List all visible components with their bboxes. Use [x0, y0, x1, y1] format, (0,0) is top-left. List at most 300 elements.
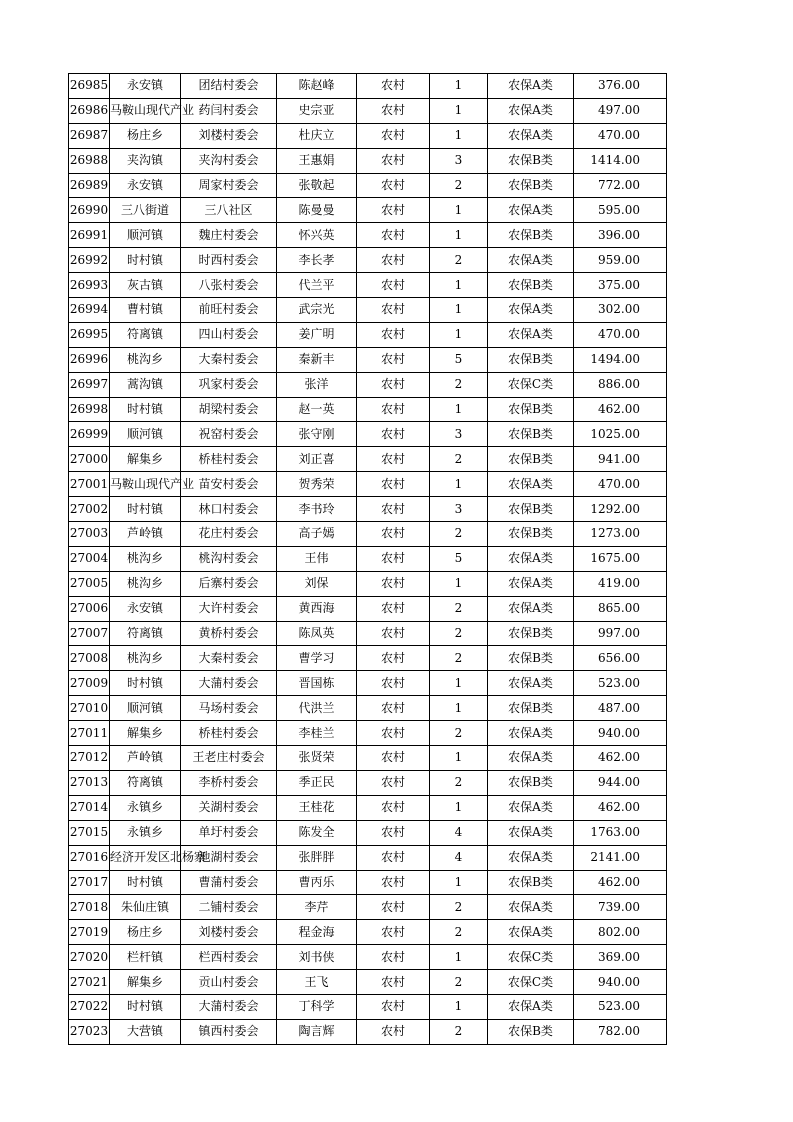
cell-name: 陶言辉	[277, 1019, 357, 1044]
cell-id: 26994	[69, 298, 110, 323]
cell-village: 李桥村委会	[181, 770, 277, 795]
cell-amount: 396.00	[574, 223, 667, 248]
cell-name: 杜庆立	[277, 123, 357, 148]
cell-area: 农村	[357, 74, 430, 99]
cell-id: 27008	[69, 646, 110, 671]
cell-count: 2	[430, 596, 488, 621]
cell-category: 农保A类	[488, 472, 574, 497]
cell-id: 27002	[69, 497, 110, 522]
cell-category: 农保B类	[488, 646, 574, 671]
cell-village: 贡山村委会	[181, 970, 277, 995]
table-row	[69, 546, 667, 571]
cell-id: 27010	[69, 696, 110, 721]
cell-category: 农保A类	[488, 795, 574, 820]
cell-amount: 772.00	[574, 173, 667, 198]
cell-village: 大许村委会	[181, 596, 277, 621]
cell-village: 八张村委会	[181, 273, 277, 298]
cell-name: 曹学习	[277, 646, 357, 671]
cell-area: 农村	[357, 347, 430, 372]
cell-amount: 997.00	[574, 621, 667, 646]
cell-id: 26998	[69, 397, 110, 422]
cell-area: 农村	[357, 646, 430, 671]
cell-name: 程金海	[277, 920, 357, 945]
cell-village: 桥桂村委会	[181, 721, 277, 746]
cell-town: 永安镇	[110, 173, 181, 198]
cell-amount: 1675.00	[574, 546, 667, 571]
cell-area: 农村	[357, 223, 430, 248]
table-row	[69, 945, 667, 970]
table-row	[69, 795, 667, 820]
table-row	[69, 298, 667, 323]
cell-town: 经济开发区北杨寨	[110, 845, 181, 870]
cell-name: 李书玲	[277, 497, 357, 522]
cell-amount: 739.00	[574, 895, 667, 920]
cell-name: 王桂花	[277, 795, 357, 820]
cell-amount: 1273.00	[574, 522, 667, 547]
cell-village: 池湖村委会	[181, 845, 277, 870]
cell-category: 农保B类	[488, 173, 574, 198]
cell-town: 大营镇	[110, 1019, 181, 1044]
cell-town: 芦岭镇	[110, 522, 181, 547]
cell-town: 永安镇	[110, 74, 181, 99]
cell-village: 刘楼村委会	[181, 123, 277, 148]
cell-village: 周家村委会	[181, 173, 277, 198]
table-row	[69, 248, 667, 273]
cell-village: 黄桥村委会	[181, 621, 277, 646]
table-row	[69, 98, 667, 123]
cell-village: 大秦村委会	[181, 646, 277, 671]
cell-village: 魏庄村委会	[181, 223, 277, 248]
cell-id: 27016	[69, 845, 110, 870]
cell-village: 前旺村委会	[181, 298, 277, 323]
cell-category: 农保B类	[488, 223, 574, 248]
cell-category: 农保A类	[488, 994, 574, 1019]
cell-town: 解集乡	[110, 447, 181, 472]
cell-category: 农保C类	[488, 970, 574, 995]
cell-area: 农村	[357, 148, 430, 173]
cell-id: 27019	[69, 920, 110, 945]
cell-area: 农村	[357, 522, 430, 547]
cell-name: 刘保	[277, 571, 357, 596]
cell-count: 1	[430, 696, 488, 721]
cell-amount: 1414.00	[574, 148, 667, 173]
cell-name: 李桂兰	[277, 721, 357, 746]
cell-count: 4	[430, 845, 488, 870]
cell-name: 张敬起	[277, 173, 357, 198]
cell-count: 1	[430, 472, 488, 497]
cell-village: 巩家村委会	[181, 372, 277, 397]
cell-amount: 419.00	[574, 571, 667, 596]
cell-amount: 462.00	[574, 795, 667, 820]
table-row	[69, 671, 667, 696]
cell-town: 夹沟镇	[110, 148, 181, 173]
cell-category: 农保A类	[488, 298, 574, 323]
cell-id: 27018	[69, 895, 110, 920]
cell-name: 贺秀荣	[277, 472, 357, 497]
cell-amount: 2141.00	[574, 845, 667, 870]
cell-count: 2	[430, 920, 488, 945]
cell-amount: 595.00	[574, 198, 667, 223]
cell-village: 夹沟村委会	[181, 148, 277, 173]
cell-count: 2	[430, 895, 488, 920]
cell-id: 27004	[69, 546, 110, 571]
cell-id: 26986	[69, 98, 110, 123]
cell-name: 丁科学	[277, 994, 357, 1019]
cell-category: 农保B类	[488, 347, 574, 372]
cell-area: 农村	[357, 970, 430, 995]
cell-category: 农保B类	[488, 148, 574, 173]
cell-name: 代兰平	[277, 273, 357, 298]
table-row	[69, 397, 667, 422]
table-row	[69, 522, 667, 547]
cell-name: 张洋	[277, 372, 357, 397]
cell-name: 姜广明	[277, 322, 357, 347]
cell-count: 3	[430, 422, 488, 447]
cell-category: 农保A类	[488, 671, 574, 696]
table-row	[69, 198, 667, 223]
cell-count: 1	[430, 671, 488, 696]
cell-amount: 375.00	[574, 273, 667, 298]
cell-area: 农村	[357, 248, 430, 273]
cell-amount: 302.00	[574, 298, 667, 323]
cell-village: 刘楼村委会	[181, 920, 277, 945]
table-row	[69, 994, 667, 1019]
cell-name: 高子嫣	[277, 522, 357, 547]
cell-category: 农保B类	[488, 497, 574, 522]
cell-amount: 1763.00	[574, 820, 667, 845]
cell-town: 时村镇	[110, 248, 181, 273]
cell-category: 农保B类	[488, 1019, 574, 1044]
cell-area: 农村	[357, 173, 430, 198]
cell-town: 桃沟乡	[110, 571, 181, 596]
cell-id: 26990	[69, 198, 110, 223]
cell-name: 张贤荣	[277, 746, 357, 771]
cell-name: 刘书侠	[277, 945, 357, 970]
cell-amount: 462.00	[574, 746, 667, 771]
cell-town: 永镇乡	[110, 795, 181, 820]
cell-count: 5	[430, 347, 488, 372]
cell-name: 赵一英	[277, 397, 357, 422]
cell-count: 2	[430, 770, 488, 795]
cell-area: 农村	[357, 98, 430, 123]
cell-category: 农保A类	[488, 596, 574, 621]
cell-category: 农保C类	[488, 372, 574, 397]
cell-town: 杨庄乡	[110, 123, 181, 148]
table-row	[69, 746, 667, 771]
cell-id: 27014	[69, 795, 110, 820]
cell-area: 农村	[357, 621, 430, 646]
cell-category: 农保B类	[488, 447, 574, 472]
cell-area: 农村	[357, 273, 430, 298]
cell-count: 1	[430, 746, 488, 771]
cell-id: 26991	[69, 223, 110, 248]
cell-area: 农村	[357, 322, 430, 347]
cell-village: 苗安村委会	[181, 472, 277, 497]
cell-area: 农村	[357, 123, 430, 148]
cell-town: 灰古镇	[110, 273, 181, 298]
cell-name: 张胖胖	[277, 845, 357, 870]
cell-category: 农保A类	[488, 845, 574, 870]
cell-count: 1	[430, 123, 488, 148]
table-row	[69, 845, 667, 870]
cell-count: 2	[430, 970, 488, 995]
cell-id: 26993	[69, 273, 110, 298]
cell-area: 农村	[357, 845, 430, 870]
table-row	[69, 621, 667, 646]
table-row	[69, 123, 667, 148]
cell-id: 27005	[69, 571, 110, 596]
cell-name: 王飞	[277, 970, 357, 995]
cell-village: 花庄村委会	[181, 522, 277, 547]
cell-category: 农保A类	[488, 895, 574, 920]
table-row	[69, 372, 667, 397]
cell-area: 农村	[357, 920, 430, 945]
cell-area: 农村	[357, 198, 430, 223]
cell-town: 时村镇	[110, 397, 181, 422]
cell-amount: 802.00	[574, 920, 667, 945]
cell-amount: 523.00	[574, 671, 667, 696]
cell-town: 顺河镇	[110, 223, 181, 248]
cell-count: 1	[430, 74, 488, 99]
cell-area: 农村	[357, 820, 430, 845]
cell-town: 永安镇	[110, 596, 181, 621]
cell-category: 农保A类	[488, 920, 574, 945]
cell-town: 永镇乡	[110, 820, 181, 845]
cell-amount: 470.00	[574, 472, 667, 497]
cell-area: 农村	[357, 1019, 430, 1044]
cell-village: 药闫村委会	[181, 98, 277, 123]
cell-name: 武宗光	[277, 298, 357, 323]
cell-amount: 470.00	[574, 123, 667, 148]
cell-count: 1	[430, 397, 488, 422]
cell-area: 农村	[357, 945, 430, 970]
cell-id: 26985	[69, 74, 110, 99]
cell-count: 3	[430, 148, 488, 173]
cell-village: 桃沟村委会	[181, 546, 277, 571]
cell-amount: 1292.00	[574, 497, 667, 522]
cell-amount: 944.00	[574, 770, 667, 795]
cell-town: 符离镇	[110, 621, 181, 646]
cell-category: 农保B类	[488, 273, 574, 298]
cell-amount: 369.00	[574, 945, 667, 970]
table-row	[69, 571, 667, 596]
table-row	[69, 970, 667, 995]
cell-town: 曹村镇	[110, 298, 181, 323]
cell-area: 农村	[357, 671, 430, 696]
cell-name: 陈凤英	[277, 621, 357, 646]
cell-id: 26999	[69, 422, 110, 447]
cell-count: 2	[430, 621, 488, 646]
cell-town: 杨庄乡	[110, 920, 181, 945]
cell-category: 农保B类	[488, 422, 574, 447]
cell-category: 农保B类	[488, 870, 574, 895]
cell-category: 农保C类	[488, 945, 574, 970]
cell-area: 农村	[357, 895, 430, 920]
cell-town: 时村镇	[110, 994, 181, 1019]
table-row	[69, 347, 667, 372]
cell-area: 农村	[357, 770, 430, 795]
cell-category: 农保A类	[488, 198, 574, 223]
records-table	[68, 73, 667, 1045]
cell-area: 农村	[357, 994, 430, 1019]
cell-count: 1	[430, 322, 488, 347]
cell-count: 2	[430, 173, 488, 198]
cell-category: 农保B类	[488, 770, 574, 795]
cell-id: 27006	[69, 596, 110, 621]
cell-count: 1	[430, 795, 488, 820]
cell-town: 符离镇	[110, 322, 181, 347]
cell-area: 农村	[357, 696, 430, 721]
cell-category: 农保B类	[488, 696, 574, 721]
cell-name: 王伟	[277, 546, 357, 571]
cell-village: 桥桂村委会	[181, 447, 277, 472]
cell-village: 团结村委会	[181, 74, 277, 99]
table-row	[69, 696, 667, 721]
cell-village: 四山村委会	[181, 322, 277, 347]
table-row	[69, 721, 667, 746]
cell-amount: 782.00	[574, 1019, 667, 1044]
cell-category: 农保A类	[488, 248, 574, 273]
cell-name: 怀兴英	[277, 223, 357, 248]
cell-name: 刘正喜	[277, 447, 357, 472]
cell-amount: 497.00	[574, 98, 667, 123]
cell-count: 1	[430, 945, 488, 970]
cell-amount: 940.00	[574, 970, 667, 995]
cell-name: 曹丙乐	[277, 870, 357, 895]
cell-name: 王惠娟	[277, 148, 357, 173]
cell-amount: 959.00	[574, 248, 667, 273]
cell-town: 马鞍山现代产业	[110, 98, 181, 123]
cell-area: 农村	[357, 721, 430, 746]
cell-id: 26987	[69, 123, 110, 148]
table-row	[69, 1019, 667, 1044]
cell-town: 顺河镇	[110, 696, 181, 721]
cell-id: 26996	[69, 347, 110, 372]
cell-count: 1	[430, 223, 488, 248]
table-row	[69, 148, 667, 173]
cell-category: 农保A类	[488, 571, 574, 596]
cell-amount: 376.00	[574, 74, 667, 99]
cell-id: 27017	[69, 870, 110, 895]
cell-count: 2	[430, 447, 488, 472]
cell-village: 时西村委会	[181, 248, 277, 273]
cell-village: 王老庄村委会	[181, 746, 277, 771]
cell-area: 农村	[357, 372, 430, 397]
cell-category: 农保B类	[488, 397, 574, 422]
cell-id: 27020	[69, 945, 110, 970]
cell-amount: 1025.00	[574, 422, 667, 447]
cell-village: 林口村委会	[181, 497, 277, 522]
cell-count: 1	[430, 571, 488, 596]
cell-town: 解集乡	[110, 721, 181, 746]
cell-name: 陈曼曼	[277, 198, 357, 223]
cell-name: 秦新丰	[277, 347, 357, 372]
cell-category: 农保A类	[488, 820, 574, 845]
cell-village: 单圩村委会	[181, 820, 277, 845]
cell-town: 蒿沟镇	[110, 372, 181, 397]
cell-name: 代洪兰	[277, 696, 357, 721]
table-row	[69, 596, 667, 621]
cell-town: 芦岭镇	[110, 746, 181, 771]
cell-town: 马鞍山现代产业	[110, 472, 181, 497]
cell-count: 5	[430, 546, 488, 571]
cell-category: 农保A类	[488, 721, 574, 746]
cell-name: 张守刚	[277, 422, 357, 447]
cell-village: 大秦村委会	[181, 347, 277, 372]
cell-amount: 940.00	[574, 721, 667, 746]
cell-town: 桃沟乡	[110, 347, 181, 372]
cell-village: 关湖村委会	[181, 795, 277, 820]
cell-category: 农保A类	[488, 98, 574, 123]
cell-id: 27022	[69, 994, 110, 1019]
cell-name: 陈赵峰	[277, 74, 357, 99]
cell-amount: 1494.00	[574, 347, 667, 372]
cell-village: 栏西村委会	[181, 945, 277, 970]
cell-category: 农保A类	[488, 74, 574, 99]
table-row	[69, 920, 667, 945]
table-row	[69, 74, 667, 99]
cell-category: 农保B类	[488, 621, 574, 646]
cell-name: 史宗亚	[277, 98, 357, 123]
cell-count: 1	[430, 98, 488, 123]
cell-amount: 523.00	[574, 994, 667, 1019]
cell-area: 农村	[357, 298, 430, 323]
cell-area: 农村	[357, 596, 430, 621]
cell-count: 2	[430, 522, 488, 547]
cell-id: 27021	[69, 970, 110, 995]
cell-amount: 470.00	[574, 322, 667, 347]
cell-count: 3	[430, 497, 488, 522]
cell-village: 大蒲村委会	[181, 671, 277, 696]
cell-village: 胡梁村委会	[181, 397, 277, 422]
cell-id: 27015	[69, 820, 110, 845]
cell-id: 27000	[69, 447, 110, 472]
cell-name: 李芹	[277, 895, 357, 920]
cell-amount: 941.00	[574, 447, 667, 472]
table-row	[69, 173, 667, 198]
cell-area: 农村	[357, 472, 430, 497]
table-row	[69, 422, 667, 447]
cell-id: 26992	[69, 248, 110, 273]
cell-area: 农村	[357, 571, 430, 596]
cell-count: 2	[430, 248, 488, 273]
cell-town: 顺河镇	[110, 422, 181, 447]
cell-amount: 865.00	[574, 596, 667, 621]
cell-category: 农保A类	[488, 546, 574, 571]
table-row	[69, 273, 667, 298]
cell-village: 大蒲村委会	[181, 994, 277, 1019]
cell-amount: 462.00	[574, 397, 667, 422]
cell-amount: 462.00	[574, 870, 667, 895]
cell-name: 季正民	[277, 770, 357, 795]
cell-category: 农保B类	[488, 522, 574, 547]
cell-id: 27012	[69, 746, 110, 771]
cell-village: 曹蒲村委会	[181, 870, 277, 895]
cell-area: 农村	[357, 397, 430, 422]
cell-id: 27003	[69, 522, 110, 547]
cell-village: 二铺村委会	[181, 895, 277, 920]
cell-town: 桃沟乡	[110, 646, 181, 671]
table-row	[69, 820, 667, 845]
cell-name: 陈发全	[277, 820, 357, 845]
cell-count: 2	[430, 372, 488, 397]
cell-count: 2	[430, 646, 488, 671]
cell-village: 镇西村委会	[181, 1019, 277, 1044]
cell-id: 26997	[69, 372, 110, 397]
cell-count: 1	[430, 994, 488, 1019]
cell-count: 4	[430, 820, 488, 845]
cell-category: 农保A类	[488, 123, 574, 148]
